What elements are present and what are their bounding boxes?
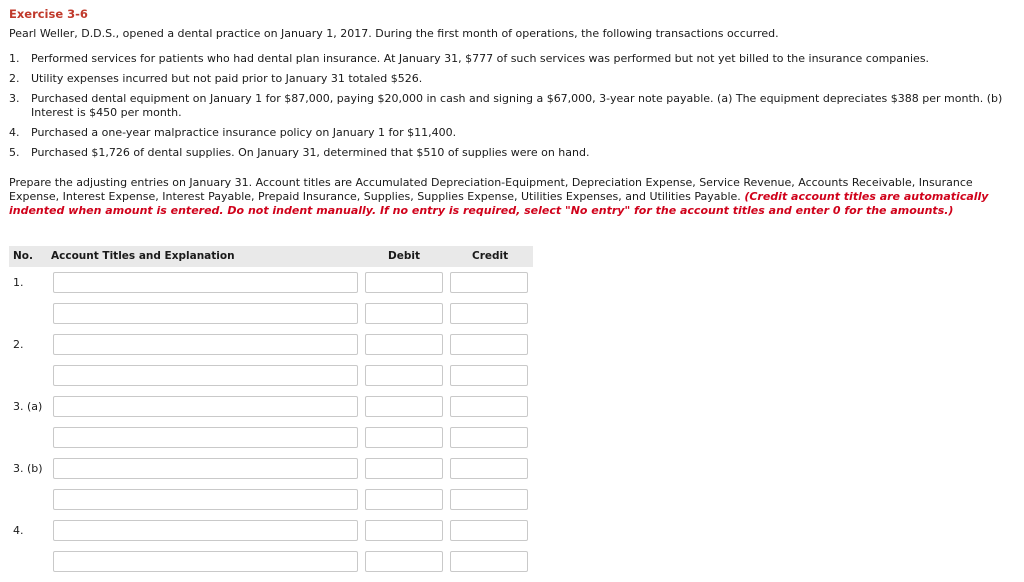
table-row — [9, 334, 533, 365]
credit-input[interactable] — [450, 551, 528, 572]
entry-number: 2. — [13, 338, 24, 351]
entry-number: 3. (b) — [13, 462, 43, 475]
table-row — [9, 396, 533, 427]
credit-input[interactable] — [450, 458, 528, 479]
account-title-input[interactable] — [53, 489, 358, 510]
debit-input[interactable] — [365, 551, 443, 572]
header-debit: Debit — [388, 250, 420, 262]
item-text: Purchased a one-year malpractice insurance policy on January 1 for $11,400. — [31, 126, 457, 139]
table-row — [9, 551, 533, 582]
account-title-input[interactable] — [53, 365, 358, 386]
credit-input[interactable] — [450, 396, 528, 417]
header-credit: Credit — [472, 250, 509, 262]
debit-input[interactable] — [365, 458, 443, 479]
credit-input[interactable] — [450, 303, 528, 324]
account-title-input[interactable] — [53, 427, 358, 448]
credit-input[interactable] — [450, 427, 528, 448]
debit-input[interactable] — [365, 365, 443, 386]
item-number: 2. — [9, 72, 20, 85]
table-row — [9, 303, 533, 334]
credit-input[interactable] — [450, 365, 528, 386]
debit-input[interactable] — [365, 489, 443, 510]
list-item — [9, 52, 1009, 66]
item-text: Purchased dental equipment on January 1 for $87,000, paying $20,000 in cash and signing a $67,000, 3-year note payable. (a) The equipment depreciates $388 per month. (b) Interest is $450 per month. — [31, 92, 1003, 119]
entry-number: 4. — [13, 524, 24, 537]
debit-input[interactable] — [365, 396, 443, 417]
item-text: Utility expenses incurred but not paid prior to January 31 totaled $526. — [31, 72, 423, 85]
debit-input[interactable] — [365, 520, 443, 541]
table-row — [9, 520, 533, 551]
intro-text: Pearl Weller, D.D.S., opened a dental practice on January 1, 2017. During the first month of operations, the following transactions occurred. — [9, 27, 779, 40]
item-number: 4. — [9, 126, 20, 139]
header-no: No. — [13, 250, 33, 262]
transactions-list — [9, 52, 1009, 166]
account-title-input[interactable] — [53, 303, 358, 324]
account-title-input[interactable] — [53, 458, 358, 479]
account-title-input[interactable] — [53, 520, 358, 541]
debit-input[interactable] — [365, 272, 443, 293]
list-item — [9, 72, 1009, 86]
list-item — [9, 92, 1009, 120]
table-row — [9, 427, 533, 458]
item-text: Purchased $1,726 of dental supplies. On January 31, determined that $510 of supplies were on hand. — [31, 146, 590, 159]
debit-input[interactable] — [365, 334, 443, 355]
journal-entry-table — [9, 246, 533, 582]
credit-input[interactable] — [450, 520, 528, 541]
account-title-input[interactable] — [53, 551, 358, 572]
header-account-titles: Account Titles and Explanation — [51, 250, 235, 262]
item-number: 3. — [9, 92, 20, 105]
credit-input[interactable] — [450, 334, 528, 355]
entry-number: 1. — [13, 276, 24, 289]
table-row — [9, 272, 533, 303]
entry-number: 3. (a) — [13, 400, 43, 413]
account-title-input[interactable] — [53, 272, 358, 293]
list-item — [9, 146, 1009, 160]
instructions — [9, 176, 1007, 218]
table-header — [9, 246, 533, 267]
table-row — [9, 489, 533, 520]
account-title-input[interactable] — [53, 334, 358, 355]
debit-input[interactable] — [365, 427, 443, 448]
table-row — [9, 365, 533, 396]
item-number: 1. — [9, 52, 20, 65]
table-row — [9, 458, 533, 489]
instructions-text: Prepare the adjusting entries on January 31. Account titles are Accumulated Depreciation-Equipment, Depreciation Expense, Service Revenue, Accounts Receivable, Insurance Expense, Interest Expense, Interest Payable, Prepaid Insurance, Supplies, Supplies Expense, Utilities Expenses, and Utilities Payable. — [9, 176, 973, 203]
exercise-title: Exercise 3-6 — [9, 7, 88, 21]
item-number: 5. — [9, 146, 20, 159]
list-item — [9, 126, 1009, 140]
account-title-input[interactable] — [53, 396, 358, 417]
item-text: Performed services for patients who had dental plan insurance. At January 31, $777 of such services was performed but not yet billed to the insurance companies. — [31, 52, 930, 65]
instructions-note: (Credit account titles are automatically indented when amount is entered. Do not indent manually. If no entry is required, select "No entry" for the account titles and enter 0 for the amounts.) — [9, 190, 989, 217]
credit-input[interactable] — [450, 489, 528, 510]
debit-input[interactable] — [365, 303, 443, 324]
credit-input[interactable] — [450, 272, 528, 293]
